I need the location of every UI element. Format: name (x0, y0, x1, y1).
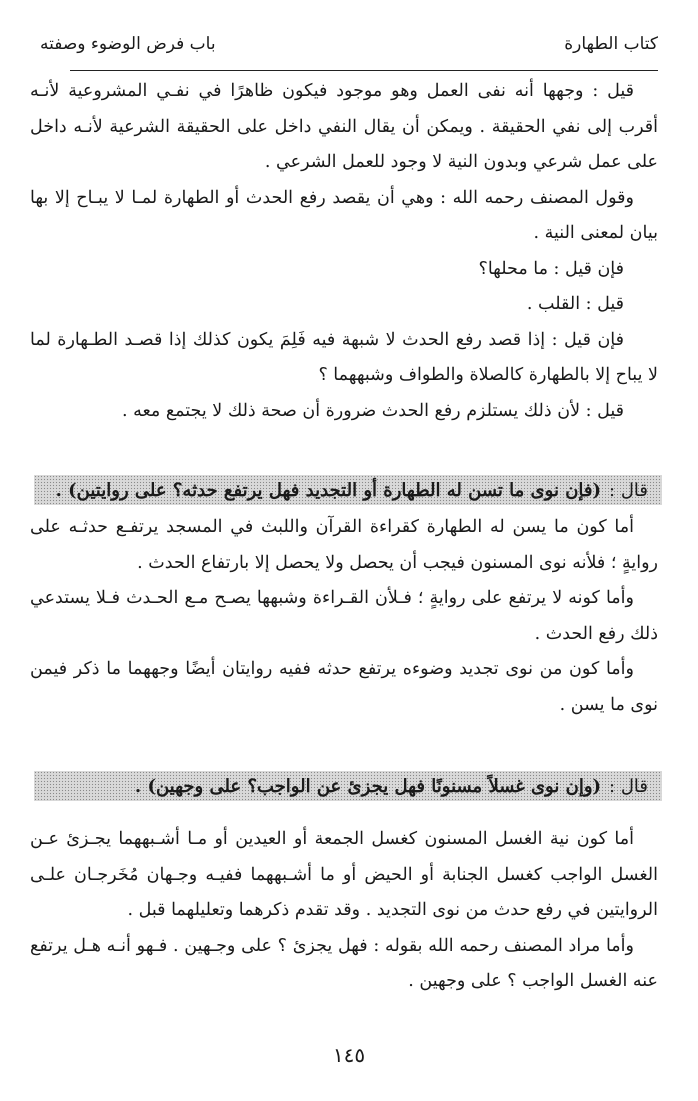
paragraph: وأما كون من نوى تجديد وضوءه يرتفع حدثه ففيه روايتان أيضًا وجههما ما ذكر فيمن نوى ما يسن . (30, 659, 658, 715)
paragraph: أما كون ما يسن له الطهارة كقراءة القرآن واللبث في المسجد يرتفـع حدثـه على روايةٍ ؛ فلأنه نوى المسنون فيجب أن يحصل ولا يحصل إلا بارتفاع الحدث . (30, 517, 658, 573)
paragraph: وأما كونه لا يرتفع على روايةٍ ؛ فـلأن القـراءة وشبهها يصـح مـع الحـدث فـلا يستدعي ذلك رفع الحدث . (30, 588, 658, 644)
paragraph: وأما مراد المصنف رحمه الله بقوله : فهل يجزئ ؟ على وجـهين . فـهو أنـه هـل يرتفع عنه الغسل الواجب ؟ على وجهين . (30, 935, 658, 991)
paragraph: فإن قيل : إذا قصد رفع الحدث لا شبهة فيه فَلِمَ يكون كذلك إذا قصـد الطـهارة لما لا يباح إلا بالطهارة كالصلاة والطواف وشبههما ؟ (30, 329, 658, 385)
running-header (40, 30, 658, 58)
paragraph: قيل : القلب . (526, 294, 624, 314)
paragraph: قيل : لأن ذلك يستلزم رفع الحدث ضرورة أن صحة ذلك لا يجتمع معه . (121, 400, 624, 421)
header-divider (70, 70, 658, 71)
text-block-2 (30, 510, 658, 723)
text-block-3 (30, 822, 658, 1000)
book-title: كتاب الطهارة (564, 34, 658, 54)
paragraph: أما كون نية الغسل المسنون كغسل الجمعة أو العيدين أو مـا أشـبههما يجـزئ عـن الغسل الواجب كغسل الجنابة أو الحيض أو ما أشـبههما ففيـه وجـهان مُخَرجـان علـى الروايتين في رفع حدث من نوى التجديد . وقد تقدم ذكرهما وتعليلهما قبل . (30, 829, 658, 920)
page-number: ١٤٥ (332, 1043, 366, 1067)
paragraph: فإن قيل : ما محلها؟ (478, 258, 624, 279)
heading-text: (وإن نوى غسلاً مسنونًا فهل يجزئ عن الواجب؟ على وجهين) . (134, 775, 602, 797)
chapter-title: باب فرض الوضوء وصفته (40, 34, 216, 54)
heading-prefix: قال : (609, 479, 648, 501)
paragraph: قيل : وجهها أنه نفى العمل وهو موجود فيكون ظاهرًا في نفـي المشروعية لأنـه أقرب إلى نفي الحقيقة . ويمكن أن يقال النفي داخل على الحقيقة الشرعية لأنـه داخل على عمل شرعي وبدون النية لا وجود للعمل الشرعي . (30, 81, 658, 172)
heading-prefix: قال : (609, 775, 648, 797)
text-block-1 (30, 74, 658, 429)
section-heading-1 (34, 475, 662, 505)
section-heading-2 (34, 771, 662, 801)
paragraph: وقول المصنف رحمه الله : وهي أن يقصد رفع الحدث أو الطهارة لمـا لا يبـاح إلا بها بيان لمعنى النية . (30, 187, 658, 243)
heading-text: (فإن نوى ما تسن له الطهارة أو التجديد فهل يرتفع حدثه؟ على روايتين) . (55, 479, 602, 501)
